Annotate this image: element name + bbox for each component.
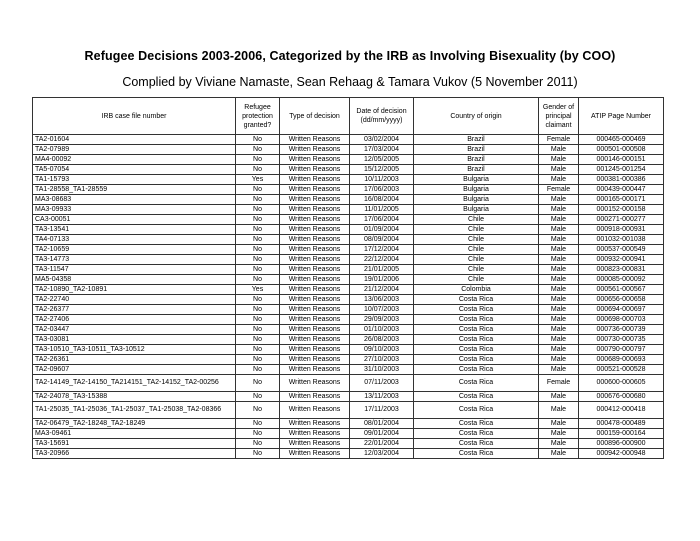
country-cell: Chile xyxy=(414,225,539,235)
gender-cell: Male xyxy=(539,345,579,355)
date-cell: 10/11/2003 xyxy=(350,175,414,185)
atip-page-cell: 000521-000528 xyxy=(579,365,664,375)
gender-cell: Male xyxy=(539,145,579,155)
date-cell: 12/05/2005 xyxy=(350,155,414,165)
table-row xyxy=(33,175,664,185)
protection-cell: No xyxy=(236,355,280,365)
decision-type-cell: Written Reasons xyxy=(280,392,350,402)
date-cell: 08/09/2004 xyxy=(350,235,414,245)
atip-page-cell: 000942-000948 xyxy=(579,449,664,459)
country-cell: Chile xyxy=(414,235,539,245)
case-file-cell: TA3-15691 xyxy=(33,439,236,449)
decision-type-cell: Written Reasons xyxy=(280,439,350,449)
table-row xyxy=(33,295,664,305)
atip-page-cell: 000896-000900 xyxy=(579,439,664,449)
atip-page-cell: 000537-000549 xyxy=(579,245,664,255)
table-row xyxy=(33,402,664,419)
protection-cell: Yes xyxy=(236,175,280,185)
country-cell: Bulgaria xyxy=(414,205,539,215)
country-cell: Costa Rica xyxy=(414,345,539,355)
date-cell: 17/06/2004 xyxy=(350,215,414,225)
decision-type-cell: Written Reasons xyxy=(280,365,350,375)
protection-cell: No xyxy=(236,275,280,285)
table-row xyxy=(33,235,664,245)
case-file-cell: TA2-03447 xyxy=(33,325,236,335)
decision-type-cell: Written Reasons xyxy=(280,305,350,315)
date-cell: 22/12/2004 xyxy=(350,255,414,265)
gender-cell: Male xyxy=(539,235,579,245)
atip-page-cell: 000676-000680 xyxy=(579,392,664,402)
gender-cell: Male xyxy=(539,215,579,225)
case-file-cell: MA3-08683 xyxy=(33,195,236,205)
case-file-cell: TA3-11547 xyxy=(33,265,236,275)
table-header-row xyxy=(33,98,664,135)
atip-page-cell: 000689-000693 xyxy=(579,355,664,365)
country-cell: Brazil xyxy=(414,155,539,165)
decision-type-cell: Written Reasons xyxy=(280,449,350,459)
case-file-cell: MA3-09461 xyxy=(33,429,236,439)
decision-type-cell: Written Reasons xyxy=(280,175,350,185)
decision-type-cell: Written Reasons xyxy=(280,235,350,245)
case-file-cell: TA2-10890_TA2-10891 xyxy=(33,285,236,295)
gender-cell: Male xyxy=(539,325,579,335)
column-header-decision-date: Date of decision (dd/mm/yyyy) xyxy=(350,98,414,135)
decision-type-cell: Written Reasons xyxy=(280,195,350,205)
table-row xyxy=(33,275,664,285)
gender-cell: Female xyxy=(539,375,579,392)
case-file-cell: TA3-03081 xyxy=(33,335,236,345)
protection-cell: No xyxy=(236,295,280,305)
document-title: Refugee Decisions 2003-2006, Categorized by the IRB as Involving Bisexuality (by COO) xyxy=(84,49,616,63)
table-row xyxy=(33,225,664,235)
decision-type-cell: Written Reasons xyxy=(280,402,350,419)
case-file-cell: TA2-07989 xyxy=(33,145,236,155)
country-cell: Chile xyxy=(414,275,539,285)
decision-type-cell: Written Reasons xyxy=(280,155,350,165)
country-cell: Costa Rica xyxy=(414,335,539,345)
atip-page-cell: 001032-001038 xyxy=(579,235,664,245)
table-row xyxy=(33,245,664,255)
protection-cell: No xyxy=(236,419,280,429)
gender-cell: Male xyxy=(539,155,579,165)
country-cell: Chile xyxy=(414,265,539,275)
atip-page-cell: 000465-000469 xyxy=(579,135,664,145)
date-cell: 01/10/2003 xyxy=(350,325,414,335)
gender-cell: Male xyxy=(539,225,579,235)
protection-cell: No xyxy=(236,225,280,235)
gender-cell: Male xyxy=(539,295,579,305)
decision-type-cell: Written Reasons xyxy=(280,315,350,325)
atip-page-cell: 000823-000831 xyxy=(579,265,664,275)
atip-page-cell: 000790-000797 xyxy=(579,345,664,355)
case-file-cell: CA3-00051 xyxy=(33,215,236,225)
table-row xyxy=(33,392,664,402)
gender-cell: Male xyxy=(539,255,579,265)
decision-type-cell: Written Reasons xyxy=(280,255,350,265)
atip-page-cell: 000656-000658 xyxy=(579,295,664,305)
protection-cell: No xyxy=(236,155,280,165)
decision-type-cell: Written Reasons xyxy=(280,205,350,215)
protection-cell: No xyxy=(236,305,280,315)
table-body xyxy=(33,135,664,459)
case-file-cell: TA2-22740 xyxy=(33,295,236,305)
date-cell: 19/01/2006 xyxy=(350,275,414,285)
protection-cell: No xyxy=(236,265,280,275)
decision-type-cell: Written Reasons xyxy=(280,275,350,285)
country-cell: Costa Rica xyxy=(414,402,539,419)
country-cell: Costa Rica xyxy=(414,375,539,392)
gender-cell: Male xyxy=(539,449,579,459)
date-cell: 07/11/2003 xyxy=(350,375,414,392)
date-cell: 08/01/2004 xyxy=(350,419,414,429)
date-cell: 22/01/2004 xyxy=(350,439,414,449)
atip-page-cell: 000165-000171 xyxy=(579,195,664,205)
date-cell: 17/11/2003 xyxy=(350,402,414,419)
table-row xyxy=(33,429,664,439)
case-file-cell: TA1-25035_TA1-25036_TA1-25037_TA1-25038_TA2-08366 xyxy=(33,402,236,419)
atip-page-cell: 000932-000941 xyxy=(579,255,664,265)
atip-page-cell: 000159-000164 xyxy=(579,429,664,439)
atip-page-cell: 000501-000508 xyxy=(579,145,664,155)
table-row xyxy=(33,285,664,295)
gender-cell: Male xyxy=(539,245,579,255)
case-file-cell: TA3-14773 xyxy=(33,255,236,265)
case-file-cell: MA4-00092 xyxy=(33,155,236,165)
decision-type-cell: Written Reasons xyxy=(280,135,350,145)
case-file-cell: TA1-28558_TA1-28559 xyxy=(33,185,236,195)
country-cell: Costa Rica xyxy=(414,429,539,439)
decision-type-cell: Written Reasons xyxy=(280,145,350,155)
case-file-cell: TA3-13541 xyxy=(33,225,236,235)
protection-cell: No xyxy=(236,165,280,175)
table-row xyxy=(33,185,664,195)
decision-type-cell: Written Reasons xyxy=(280,345,350,355)
country-cell: Bulgaria xyxy=(414,175,539,185)
protection-cell: No xyxy=(236,135,280,145)
table-row xyxy=(33,305,664,315)
column-header-decision-type: Type of decision xyxy=(280,98,350,135)
atip-page-cell: 000146-000151 xyxy=(579,155,664,165)
table-row xyxy=(33,365,664,375)
protection-cell: No xyxy=(236,402,280,419)
protection-cell: No xyxy=(236,205,280,215)
date-cell: 16/08/2004 xyxy=(350,195,414,205)
atip-page-cell: 000600-000605 xyxy=(579,375,664,392)
date-cell: 13/06/2003 xyxy=(350,295,414,305)
case-file-cell: TA2-27406 xyxy=(33,315,236,325)
gender-cell: Male xyxy=(539,439,579,449)
country-cell: Brazil xyxy=(414,165,539,175)
date-cell: 15/12/2005 xyxy=(350,165,414,175)
table-row xyxy=(33,345,664,355)
gender-cell: Male xyxy=(539,205,579,215)
table-row xyxy=(33,265,664,275)
case-file-cell: TA1-15793 xyxy=(33,175,236,185)
decision-type-cell: Written Reasons xyxy=(280,165,350,175)
atip-page-cell: 000918-000931 xyxy=(579,225,664,235)
gender-cell: Male xyxy=(539,335,579,345)
table-row xyxy=(33,325,664,335)
case-file-cell: MA5-04358 xyxy=(33,275,236,285)
decision-type-cell: Written Reasons xyxy=(280,419,350,429)
decision-type-cell: Written Reasons xyxy=(280,295,350,305)
protection-cell: No xyxy=(236,429,280,439)
atip-page-cell: 000694-000697 xyxy=(579,305,664,315)
decision-type-cell: Written Reasons xyxy=(280,285,350,295)
table-row xyxy=(33,355,664,365)
table-row xyxy=(33,145,664,155)
date-cell: 10/07/2003 xyxy=(350,305,414,315)
case-file-cell: TA2-24078_TA3-15388 xyxy=(33,392,236,402)
country-cell: Costa Rica xyxy=(414,315,539,325)
date-cell: 11/01/2005 xyxy=(350,205,414,215)
country-cell: Bulgaria xyxy=(414,195,539,205)
table-row xyxy=(33,315,664,325)
case-file-cell: TA2-09607 xyxy=(33,365,236,375)
protection-cell: No xyxy=(236,215,280,225)
gender-cell: Male xyxy=(539,429,579,439)
country-cell: Costa Rica xyxy=(414,419,539,429)
date-cell: 17/12/2004 xyxy=(350,245,414,255)
country-cell: Costa Rica xyxy=(414,325,539,335)
gender-cell: Male xyxy=(539,285,579,295)
column-header-atip-page: ATIP Page Number xyxy=(579,98,664,135)
date-cell: 26/08/2003 xyxy=(350,335,414,345)
case-file-cell: TA2-10659 xyxy=(33,245,236,255)
country-cell: Costa Rica xyxy=(414,305,539,315)
case-file-cell: TA4-07133 xyxy=(33,235,236,245)
gender-cell: Male xyxy=(539,365,579,375)
decision-type-cell: Written Reasons xyxy=(280,429,350,439)
country-cell: Colombia xyxy=(414,285,539,295)
date-cell: 09/01/2004 xyxy=(350,429,414,439)
column-header-gender: Gender of principal claimant xyxy=(539,98,579,135)
protection-cell: No xyxy=(236,245,280,255)
protection-cell: No xyxy=(236,335,280,345)
decision-type-cell: Written Reasons xyxy=(280,225,350,235)
decision-type-cell: Written Reasons xyxy=(280,185,350,195)
date-cell: 21/01/2005 xyxy=(350,265,414,275)
country-cell: Bulgaria xyxy=(414,185,539,195)
date-cell: 31/10/2003 xyxy=(350,365,414,375)
date-cell: 01/09/2004 xyxy=(350,225,414,235)
gender-cell: Male xyxy=(539,265,579,275)
gender-cell: Male xyxy=(539,419,579,429)
date-cell: 03/02/2004 xyxy=(350,135,414,145)
decision-type-cell: Written Reasons xyxy=(280,375,350,392)
gender-cell: Male xyxy=(539,355,579,365)
date-cell: 21/12/2004 xyxy=(350,285,414,295)
table-row xyxy=(33,155,664,165)
country-cell: Costa Rica xyxy=(414,449,539,459)
table-row xyxy=(33,165,664,175)
column-header-case-file: IRB case file number xyxy=(33,98,236,135)
atip-page-cell: 000412-000418 xyxy=(579,402,664,419)
case-file-cell: TA2-26377 xyxy=(33,305,236,315)
column-header-protection-granted: Refugee protection granted? xyxy=(236,98,280,135)
country-cell: Brazil xyxy=(414,135,539,145)
gender-cell: Male xyxy=(539,165,579,175)
gender-cell: Male xyxy=(539,275,579,285)
table-row xyxy=(33,205,664,215)
country-cell: Chile xyxy=(414,215,539,225)
decision-type-cell: Written Reasons xyxy=(280,245,350,255)
protection-cell: No xyxy=(236,255,280,265)
date-cell: 27/10/2003 xyxy=(350,355,414,365)
country-cell: Costa Rica xyxy=(414,365,539,375)
atip-page-cell: 000478-000489 xyxy=(579,419,664,429)
decision-type-cell: Written Reasons xyxy=(280,335,350,345)
decision-type-cell: Written Reasons xyxy=(280,355,350,365)
table-row xyxy=(33,135,664,145)
case-file-cell: TA2-01604 xyxy=(33,135,236,145)
date-cell: 12/03/2004 xyxy=(350,449,414,459)
date-cell: 17/03/2004 xyxy=(350,145,414,155)
case-file-cell: TA3-10510_TA3-10511_TA3-10512 xyxy=(33,345,236,355)
gender-cell: Male xyxy=(539,315,579,325)
date-cell: 17/06/2003 xyxy=(350,185,414,195)
table-row xyxy=(33,419,664,429)
gender-cell: Male xyxy=(539,175,579,185)
atip-page-cell: 001245-001254 xyxy=(579,165,664,175)
atip-page-cell: 000381-000386 xyxy=(579,175,664,185)
gender-cell: Male xyxy=(539,402,579,419)
protection-cell: No xyxy=(236,195,280,205)
protection-cell: No xyxy=(236,365,280,375)
case-file-cell: MA3-09933 xyxy=(33,205,236,215)
country-cell: Brazil xyxy=(414,145,539,155)
country-cell: Chile xyxy=(414,245,539,255)
country-cell: Costa Rica xyxy=(414,355,539,365)
protection-cell: No xyxy=(236,185,280,195)
gender-cell: Male xyxy=(539,305,579,315)
protection-cell: No xyxy=(236,439,280,449)
gender-cell: Female xyxy=(539,135,579,145)
atip-page-cell: 000698-000703 xyxy=(579,315,664,325)
atip-page-cell: 000439-000447 xyxy=(579,185,664,195)
decisions-table xyxy=(32,97,664,459)
gender-cell: Female xyxy=(539,185,579,195)
protection-cell: No xyxy=(236,375,280,392)
decision-type-cell: Written Reasons xyxy=(280,325,350,335)
decision-type-cell: Written Reasons xyxy=(280,265,350,275)
country-cell: Chile xyxy=(414,255,539,265)
protection-cell: No xyxy=(236,449,280,459)
protection-cell: No xyxy=(236,235,280,245)
protection-cell: No xyxy=(236,345,280,355)
table-row xyxy=(33,375,664,392)
decision-type-cell: Written Reasons xyxy=(280,215,350,225)
table-row xyxy=(33,449,664,459)
case-file-cell: TA2-14149_TA2-14150_TA214151_TA2-14152_TA2-00256 xyxy=(33,375,236,392)
atip-page-cell: 000152-000158 xyxy=(579,205,664,215)
country-cell: Costa Rica xyxy=(414,439,539,449)
case-file-cell: TA2-06479_TA2-18248_TA2-18249 xyxy=(33,419,236,429)
atip-page-cell: 000730-000735 xyxy=(579,335,664,345)
atip-page-cell: 000736-000739 xyxy=(579,325,664,335)
protection-cell: No xyxy=(236,315,280,325)
table-row xyxy=(33,195,664,205)
atip-page-cell: 000561-000567 xyxy=(579,285,664,295)
table-row xyxy=(33,255,664,265)
document-subtitle: Complied by Viviane Namaste, Sean Rehaag & Tamara Vukov (5 November 2011) xyxy=(122,75,578,89)
date-cell: 13/11/2003 xyxy=(350,392,414,402)
table-row xyxy=(33,439,664,449)
column-header-country-of-origin: Country of origin xyxy=(414,98,539,135)
country-cell: Costa Rica xyxy=(414,295,539,305)
country-cell: Costa Rica xyxy=(414,392,539,402)
table-row xyxy=(33,215,664,225)
case-file-cell: TA3-20966 xyxy=(33,449,236,459)
case-file-cell: TA2-26361 xyxy=(33,355,236,365)
atip-page-cell: 000085-000092 xyxy=(579,275,664,285)
date-cell: 09/10/2003 xyxy=(350,345,414,355)
protection-cell: No xyxy=(236,325,280,335)
protection-cell: Yes xyxy=(236,285,280,295)
table-row xyxy=(33,335,664,345)
protection-cell: No xyxy=(236,392,280,402)
case-file-cell: TA5-07054 xyxy=(33,165,236,175)
atip-page-cell: 000271-000277 xyxy=(579,215,664,225)
gender-cell: Male xyxy=(539,392,579,402)
date-cell: 29/09/2003 xyxy=(350,315,414,325)
protection-cell: No xyxy=(236,145,280,155)
gender-cell: Male xyxy=(539,195,579,205)
